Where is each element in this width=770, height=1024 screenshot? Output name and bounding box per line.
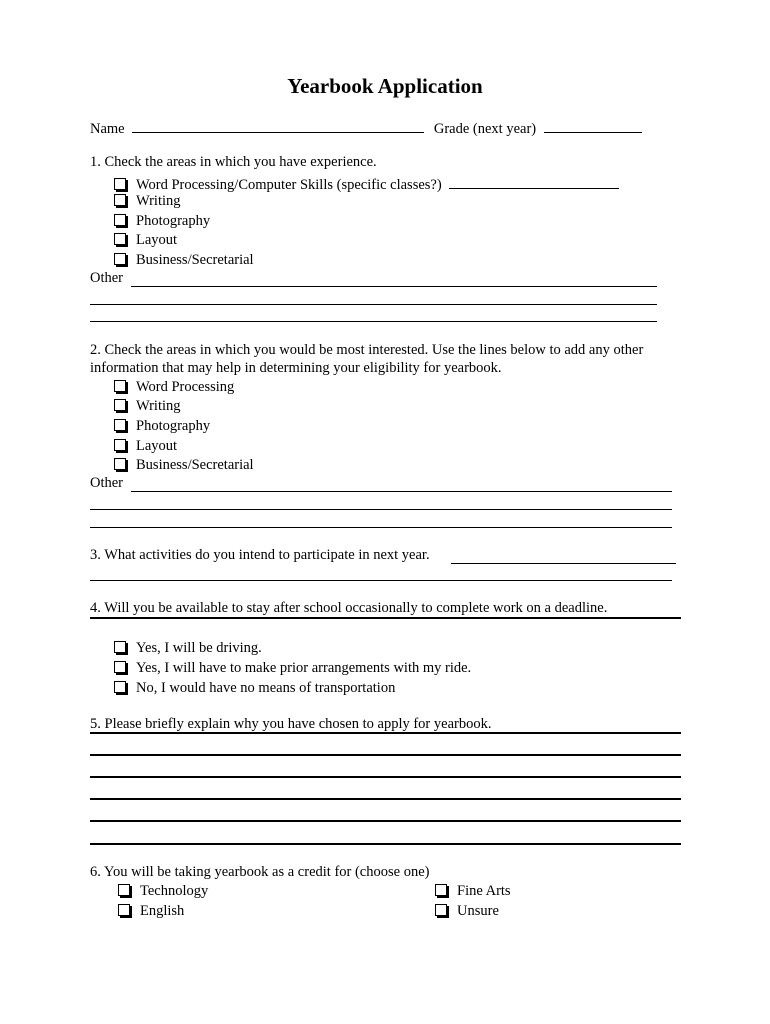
q4-text: 4. Will you be available to stay after school occasionally to complete work on a deadline.	[90, 600, 608, 616]
q2-option-photography[interactable]: Photography	[114, 418, 210, 435]
grade-label: Grade (next year)	[433, 121, 537, 137]
q5-text: 5. Please briefly explain why you have chosen to apply for yearbook.	[90, 716, 492, 732]
checkbox-icon[interactable]	[114, 641, 126, 653]
q2-extra-line[interactable]	[90, 509, 672, 510]
checkbox-icon[interactable]	[114, 439, 126, 451]
q6-text: 6. You will be taking yearbook as a credit for (choose one)	[90, 864, 430, 880]
specific-classes-field[interactable]	[449, 174, 619, 189]
checkbox-icon[interactable]	[114, 399, 126, 411]
q1-option-layout[interactable]: Layout	[114, 232, 177, 249]
q1-option-business[interactable]: Business/Secretarial	[114, 252, 254, 269]
name-field[interactable]	[132, 118, 424, 133]
q5-answer-line[interactable]	[90, 776, 681, 778]
q2-option-business[interactable]: Business/Secretarial	[114, 457, 254, 474]
checkbox-icon[interactable]	[114, 458, 126, 470]
checkbox-icon[interactable]	[114, 253, 126, 265]
checkbox-icon[interactable]	[118, 904, 130, 916]
checkbox-icon[interactable]	[114, 214, 126, 226]
q4-rule	[90, 617, 681, 619]
q2-other-label: Other	[90, 475, 124, 491]
q1-other-line[interactable]	[131, 286, 657, 287]
q2-text-line1: 2. Check the areas in which you would be most interested. Use the lines below to add any other	[90, 342, 644, 358]
checkbox-icon[interactable]	[435, 904, 447, 916]
q1-text: 1. Check the areas in which you have experience.	[90, 154, 377, 170]
q1-option-photography[interactable]: Photography	[114, 213, 210, 230]
q2-option-writing[interactable]: Writing	[114, 398, 181, 415]
grade-field[interactable]	[544, 118, 642, 133]
q5-answer-line[interactable]	[90, 843, 681, 845]
q1-extra-line[interactable]	[90, 304, 657, 305]
q1-option-writing[interactable]: Writing	[114, 193, 181, 210]
q6-option-english[interactable]: English	[118, 903, 184, 920]
checkbox-icon[interactable]	[118, 884, 130, 896]
q4-option-ride[interactable]: Yes, I will have to make prior arrangements with my ride.	[114, 660, 471, 677]
checkbox-icon[interactable]	[114, 661, 126, 673]
q6-option-fine-arts[interactable]: Fine Arts	[435, 883, 511, 900]
q6-option-technology[interactable]: Technology	[118, 883, 208, 900]
name-label: Name	[90, 121, 125, 137]
q5-answer-line[interactable]	[90, 798, 681, 800]
q3-extra-line[interactable]	[90, 580, 672, 581]
checkbox-icon[interactable]	[114, 178, 126, 190]
checkbox-icon[interactable]	[114, 380, 126, 392]
q6-option-unsure[interactable]: Unsure	[435, 903, 499, 920]
q5-answer-line[interactable]	[90, 732, 681, 734]
checkbox-icon[interactable]	[114, 194, 126, 206]
q2-option-layout[interactable]: Layout	[114, 438, 177, 455]
q5-answer-line[interactable]	[90, 754, 681, 756]
page-title: Yearbook Application	[287, 74, 483, 98]
q1-extra-line[interactable]	[90, 321, 657, 322]
q3-text: 3. What activities do you intend to participate in next year.	[90, 547, 430, 563]
q1-option-word-processing[interactable]: Word Processing/Computer Skills (specific classes?)	[114, 174, 619, 194]
q5-answer-line[interactable]	[90, 820, 681, 822]
checkbox-icon[interactable]	[114, 233, 126, 245]
checkbox-icon[interactable]	[435, 884, 447, 896]
q2-option-word-processing[interactable]: Word Processing	[114, 379, 234, 396]
q3-answer-line[interactable]	[451, 563, 676, 564]
q4-option-driving[interactable]: Yes, I will be driving.	[114, 640, 262, 657]
q2-text-line2: information that may help in determining your eligibility for yearbook.	[90, 360, 502, 376]
q2-extra-line[interactable]	[90, 527, 672, 528]
q4-option-no-transport[interactable]: No, I would have no means of transportation	[114, 680, 395, 697]
name-grade-row	[90, 118, 642, 138]
checkbox-icon[interactable]	[114, 419, 126, 431]
q2-other-line[interactable]	[131, 491, 672, 492]
checkbox-icon[interactable]	[114, 681, 126, 693]
q1-other-label: Other	[90, 270, 124, 286]
